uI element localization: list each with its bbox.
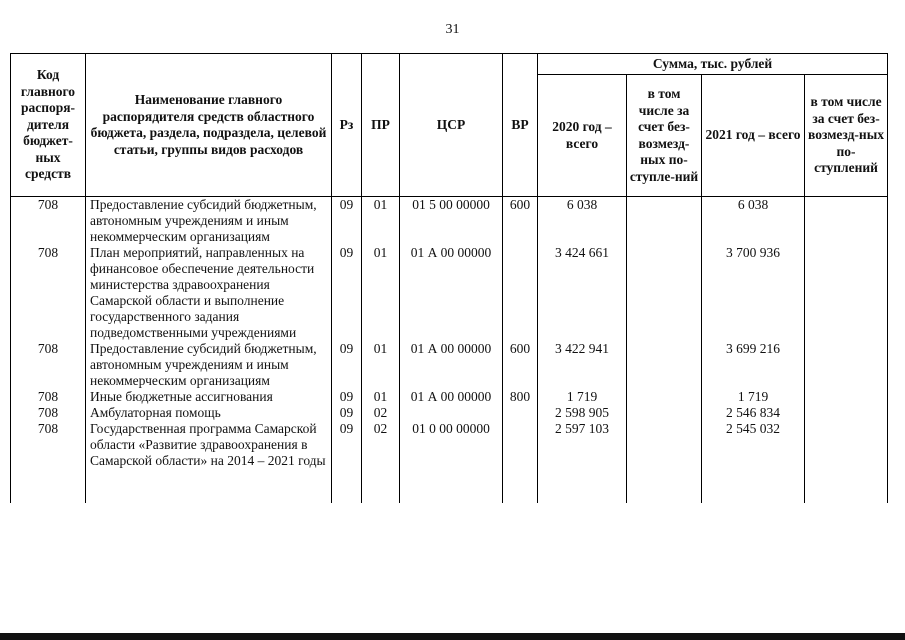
cell-2021-total: 3 700 936 xyxy=(702,245,805,341)
cell-name: Предоставление субсидий бюджетным, автономным учреждениям и иным некоммерческим организациям xyxy=(86,197,332,246)
header-2020-grants: в том числе за счет без-возмезд-ных по-ступле-ний xyxy=(627,75,702,197)
cell-2020-grants xyxy=(627,421,702,503)
cell-pr: 02 xyxy=(362,421,400,503)
cell-vr xyxy=(503,245,538,341)
header-2021-total: 2021 год – всего xyxy=(702,75,805,197)
header-2021-grants: в том числе за счет без-возмезд-ных по-ступлений xyxy=(805,75,888,197)
cell-2020-total: 3 422 941 xyxy=(538,341,627,389)
table-row xyxy=(11,197,888,246)
cell-pr: 02 xyxy=(362,405,400,421)
page-number: 31 xyxy=(445,22,460,37)
budget-table xyxy=(10,53,888,503)
cell-2021-grants xyxy=(805,405,888,421)
cell-2020-grants xyxy=(627,197,702,246)
cell-name: План мероприятий, направленных на финансовое обеспечение деятельности министерства здравоохранения Самарской области и выполнение государственного задания подведомственными учреждениями xyxy=(86,245,332,341)
cell-vr: 600 xyxy=(503,341,538,389)
cell-2020-grants xyxy=(627,245,702,341)
cell-name: Государственная программа Самарской области «Развитие здравоохранения в Самарской области» на 2014 – 2021 годы xyxy=(86,421,332,503)
cell-2020-total: 2 598 905 xyxy=(538,405,627,421)
header-pr: ПР xyxy=(362,54,400,197)
cell-pr: 01 xyxy=(362,197,400,246)
cell-2021-grants xyxy=(805,341,888,389)
cell-code: 708 xyxy=(11,421,86,503)
cell-rz: 09 xyxy=(332,197,362,246)
cell-code: 708 xyxy=(11,341,86,389)
cell-vr xyxy=(503,405,538,421)
cell-code: 708 xyxy=(11,405,86,421)
cell-csr: 01 5 00 00000 xyxy=(400,197,503,246)
cell-2021-total: 1 719 xyxy=(702,389,805,405)
cell-csr: 01 А 00 00000 xyxy=(400,389,503,405)
header-code: Код главного распоря-дителя бюджет-ных средств xyxy=(11,54,86,197)
cell-2020-grants xyxy=(627,405,702,421)
table-header xyxy=(11,54,888,197)
cell-csr: 01 А 00 00000 xyxy=(400,245,503,341)
cell-name: Иные бюджетные ассигнования xyxy=(86,389,332,405)
cell-code: 708 xyxy=(11,389,86,405)
table-row xyxy=(11,421,888,503)
cell-2021-grants xyxy=(805,197,888,246)
cell-name: Амбулаторная помощь xyxy=(86,405,332,421)
cell-2020-total: 1 719 xyxy=(538,389,627,405)
cell-2020-grants xyxy=(627,341,702,389)
header-csr: ЦСР xyxy=(400,54,503,197)
cell-vr xyxy=(503,421,538,503)
table-row xyxy=(11,341,888,389)
cell-rz: 09 xyxy=(332,245,362,341)
cell-rz: 09 xyxy=(332,421,362,503)
header-name: Наименование главного распорядителя средств областного бюджета, раздела, подраздела, целевой статьи, группы видов расходов xyxy=(86,54,332,197)
header-vr: ВР xyxy=(503,54,538,197)
bottom-divider xyxy=(0,633,905,640)
cell-pr: 01 xyxy=(362,245,400,341)
cell-2021-total: 2 545 032 xyxy=(702,421,805,503)
header-rz: Рз xyxy=(332,54,362,197)
cell-csr xyxy=(400,405,503,421)
table-row xyxy=(11,405,888,421)
cell-csr: 01 А 00 00000 xyxy=(400,341,503,389)
cell-2020-total: 6 038 xyxy=(538,197,627,246)
header-2020-total: 2020 год – всего xyxy=(538,75,627,197)
cell-2021-total: 6 038 xyxy=(702,197,805,246)
cell-2021-grants xyxy=(805,389,888,405)
cell-pr: 01 xyxy=(362,389,400,405)
cell-code: 708 xyxy=(11,197,86,246)
table-row xyxy=(11,389,888,405)
cell-code: 708 xyxy=(11,245,86,341)
cell-2020-total: 2 597 103 xyxy=(538,421,627,503)
cell-vr: 800 xyxy=(503,389,538,405)
cell-2020-grants xyxy=(627,389,702,405)
cell-rz: 09 xyxy=(332,405,362,421)
cell-2021-total: 3 699 216 xyxy=(702,341,805,389)
cell-2020-total: 3 424 661 xyxy=(538,245,627,341)
cell-name: Предоставление субсидий бюджетным, автономным учреждениям и иным некоммерческим организациям xyxy=(86,341,332,389)
cell-vr: 600 xyxy=(503,197,538,246)
cell-csr: 01 0 00 00000 xyxy=(400,421,503,503)
cell-pr: 01 xyxy=(362,341,400,389)
cell-2021-total: 2 546 834 xyxy=(702,405,805,421)
cell-rz: 09 xyxy=(332,341,362,389)
cell-2021-grants xyxy=(805,421,888,503)
cell-2021-grants xyxy=(805,245,888,341)
cell-rz: 09 xyxy=(332,389,362,405)
header-sum-group: Сумма, тыс. рублей xyxy=(538,54,888,75)
table-row xyxy=(11,245,888,341)
